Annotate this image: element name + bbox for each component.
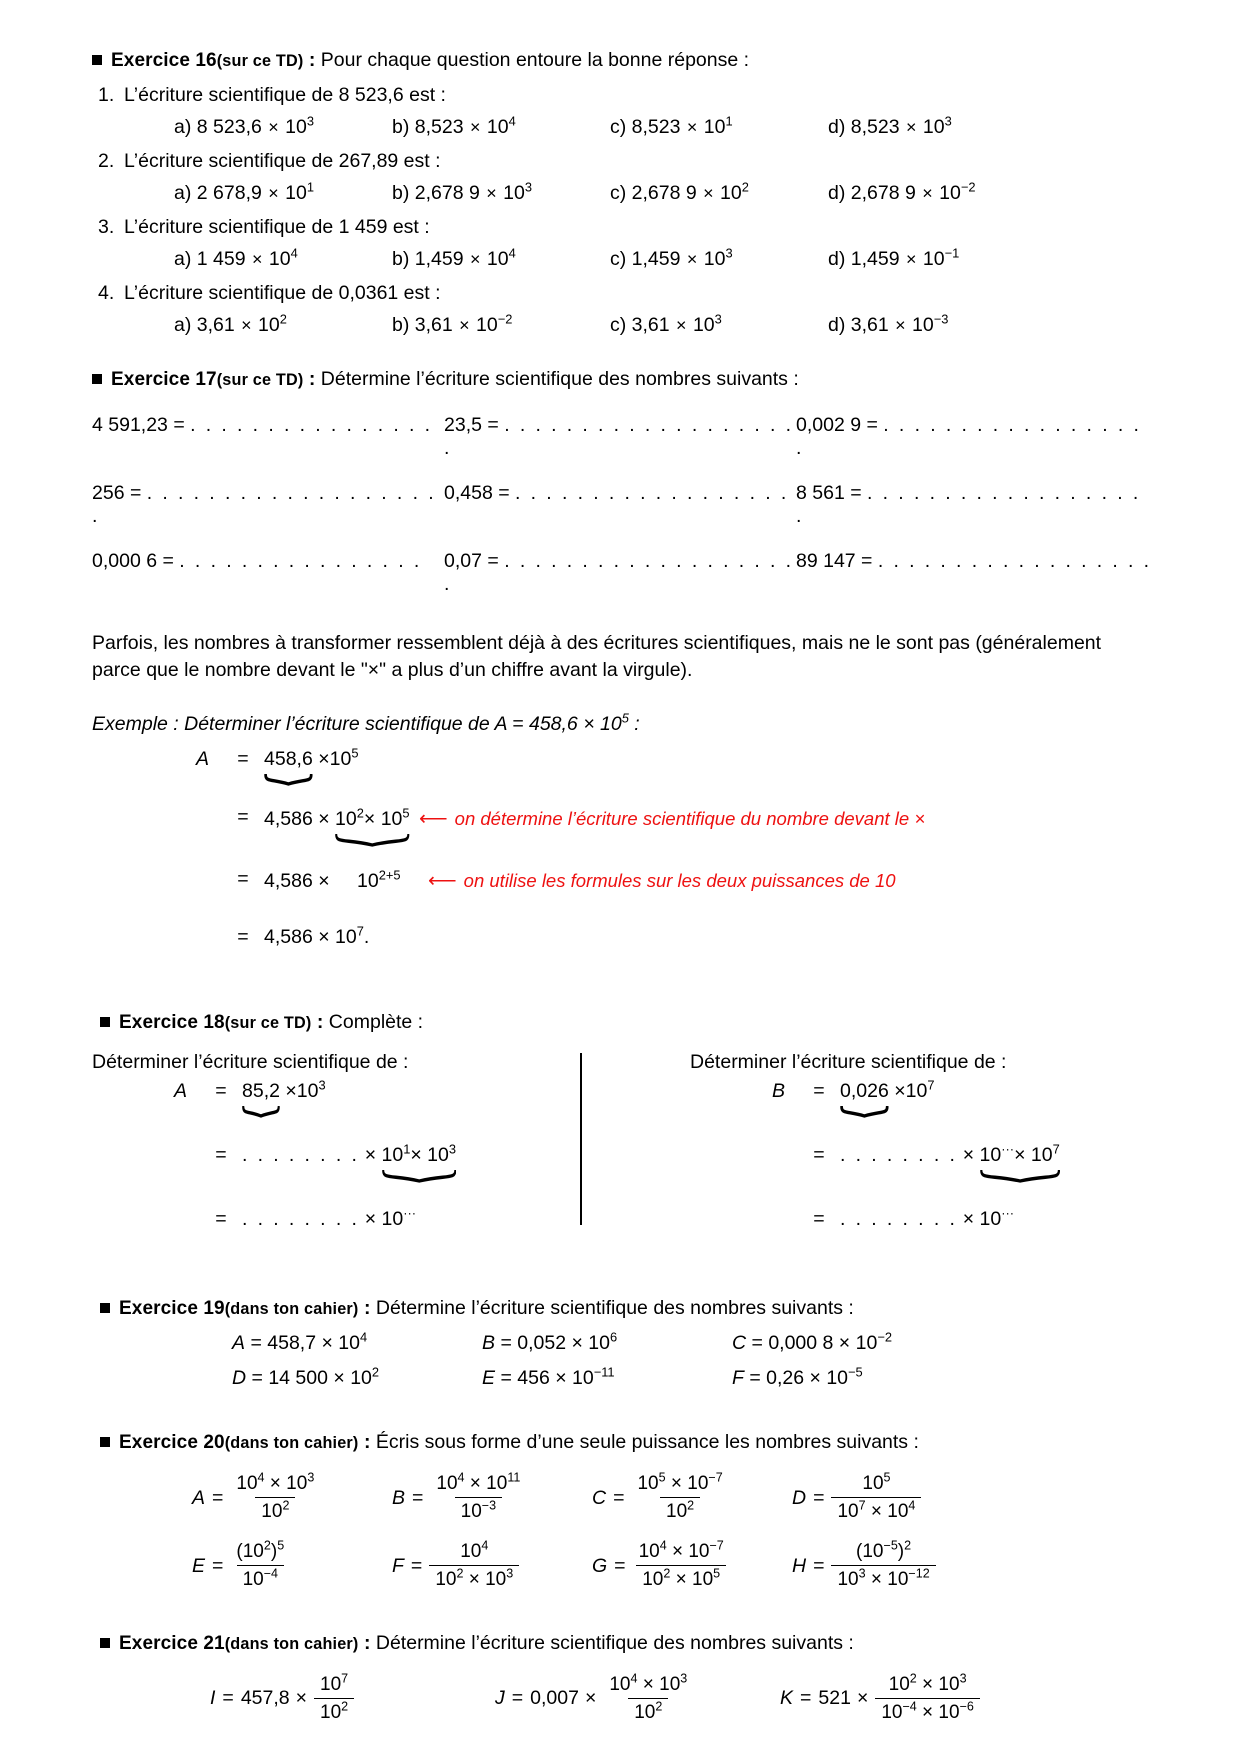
power-mid: × 10 — [410, 1143, 449, 1166]
fraction — [631, 1470, 728, 1523]
denominator: $10^3 \times 10^{-12}$ — [831, 1565, 935, 1591]
underbrace-icon — [242, 1102, 280, 1115]
braced-group — [264, 748, 313, 771]
question-1-text: L’écriture scientifique de 8 523,6 est : — [124, 83, 446, 106]
annotation-arrow-icon: ⟵ — [428, 869, 457, 892]
exercise-16-heading — [92, 48, 1152, 73]
power-base: 10 — [381, 1143, 404, 1166]
exponent: 5 — [351, 745, 359, 761]
answer-blank[interactable]: . . . . . . . . — [840, 1207, 958, 1230]
square-bullet-icon — [100, 1437, 110, 1447]
fill-item[interactable]: 0,07 = . . . . . . . . . . . . . . . . . . . . — [444, 549, 794, 595]
expression — [840, 1077, 935, 1103]
denominator: $10^2$ — [628, 1698, 668, 1724]
choice-3d[interactable]: d) $1,459 \times 10^{-1}$ — [828, 245, 960, 270]
exercise-17-instruction: Détermine l’écriture scientifique des nombres suivants : — [320, 367, 799, 390]
example-equals: = — [237, 925, 249, 948]
example-equals: = — [237, 747, 249, 770]
question-1-choices — [92, 113, 1152, 139]
exercise-20-scope: (dans ton cahier) — [224, 1434, 359, 1453]
fill-item[interactable]: 8 561 = . . . . . . . . . . . . . . . . . . . — [796, 481, 1141, 527]
times-sign: × — [856, 1687, 869, 1710]
worked-example — [92, 745, 1152, 970]
variable-b: B — [772, 1079, 786, 1102]
exercise-19-row-1 — [92, 1329, 1152, 1355]
choice-2b[interactable]: b) 2,678 $9 \times 10^3$ — [392, 179, 532, 204]
fraction-item-g: G = $\frac{10^4 \times 10^{-7}}{10^2 \times 10^5}$ — [592, 1541, 792, 1591]
exercise-17-separator: : — [303, 367, 321, 390]
times-sign: × — [318, 807, 330, 830]
example-lead — [92, 710, 1152, 736]
left-row-3 — [174, 1205, 632, 1256]
exercise-16-separator: : — [303, 49, 321, 71]
question-2-number: 2. — [98, 149, 115, 172]
paragraph-line-1: Parfois, les nombres à transformer ressemblent déjà à des écritures scientifiques, mais ne le sont pas (généralement — [92, 631, 1102, 654]
annotation-arrow-icon: ⟵ — [418, 807, 448, 830]
question-4-prompt — [92, 282, 1152, 305]
exercise-17-row-1 — [92, 414, 1152, 460]
left-row-2 — [174, 1141, 632, 1192]
times-sign: × — [364, 1143, 377, 1166]
times-ten: ×10 — [285, 1079, 319, 1102]
expression — [242, 1077, 326, 1103]
power-base: 10 — [335, 925, 357, 948]
fill-item[interactable]: 89 147 = . . . . . . . . . . . . . . . . . . — [796, 549, 1152, 572]
power-exponent: 7 — [356, 923, 364, 939]
choice-2a[interactable]: a) 2 $678,9 \times 10^1$ — [174, 179, 314, 204]
exercise-20-separator: : — [358, 1431, 376, 1454]
choice-1b[interactable]: b) $8,523 \times 10^4$ — [392, 113, 516, 138]
times-sign: × — [295, 1687, 308, 1710]
question-1-prompt — [92, 84, 1152, 107]
fraction — [430, 1470, 526, 1523]
item-b: $B = 0,052 \times 10^6$ — [482, 1329, 618, 1355]
right-row-3 — [772, 1205, 1230, 1256]
denominator: $10^2$ — [255, 1497, 295, 1523]
example-expression — [264, 868, 896, 893]
choice-1d[interactable]: d) $8,523 \times 10^3$ — [828, 113, 952, 138]
expression — [242, 1205, 417, 1231]
times-ten: ×10 — [318, 747, 352, 770]
exercise-16-instruction: Pour chaque question entoure la bonne réponse : — [320, 49, 750, 71]
square-bullet-icon — [92, 374, 102, 384]
exercise-16-scope: (sur ce TD) — [216, 52, 304, 70]
choice-3a[interactable]: a) 1 $459 \times 10^4$ — [174, 245, 298, 270]
exercise-20-instruction: Écris sous forme d’une seule puissance les nombres suivants : — [375, 1431, 919, 1454]
exercise-17-title: Exercice 17 — [111, 368, 217, 390]
mantissa: 4,586 — [264, 869, 313, 892]
exercise-19-instruction: Détermine l’écriture scientifique des nombres suivants : — [375, 1296, 854, 1319]
exercise-18-left-column — [92, 1051, 632, 1256]
denominator: $10^2 \times 10^3$ — [429, 1565, 519, 1591]
power-base: 10 — [357, 869, 379, 892]
fraction-item-c: C = $\frac{10^5 \times 10^{-7}}{10^2}$ — [592, 1473, 792, 1523]
fill-item[interactable]: 0,458 = . . . . . . . . . . . . . . . . . . — [444, 481, 789, 504]
choice-1a[interactable]: a) 8 $523,6 \times 10^3$ — [174, 113, 314, 138]
exercise-19-separator: : — [358, 1296, 376, 1319]
example-lead-variable: A — [494, 712, 507, 735]
coefficient: 0,007 — [530, 1687, 579, 1710]
square-bullet-icon — [100, 1303, 110, 1313]
answer-blank[interactable]: . . . . . . . . — [242, 1207, 360, 1230]
fraction-item-f: F = $\frac{10^4}{10^2 \times 10^3}$ — [392, 1541, 592, 1591]
coefficient: 457,8 — [240, 1687, 290, 1710]
fraction-item-e: E = $\frac{(10^2)^5}{10^{-4}}$ — [192, 1541, 392, 1591]
braced-group — [242, 1080, 280, 1103]
right-row-1 — [772, 1077, 1230, 1128]
example-row-1 — [196, 745, 1152, 792]
example-expression — [264, 806, 925, 831]
square-bullet-icon — [100, 1017, 110, 1027]
fill-item[interactable]: 23,5 = . . . . . . . . . . . . . . . . . . . . — [444, 413, 794, 459]
fill-item[interactable]: 0,002 9 = . . . . . . . . . . . . . . . . . . — [796, 413, 1142, 459]
exercise-18-title: Exercice 18 — [119, 1011, 225, 1033]
equals: = — [215, 1143, 227, 1166]
power-mid: × 10 — [1014, 1143, 1053, 1166]
denominator: $10^2$ — [314, 1698, 354, 1724]
example-equals: = — [237, 805, 249, 828]
answer-blank[interactable]: . . . . . . . . — [840, 1143, 958, 1166]
question-4-choices — [92, 311, 1152, 337]
numerator: $10^4 \times 10^{11}$ — [436, 1470, 521, 1495]
braced-value: 85,2 — [242, 1079, 280, 1102]
exercise-20-title: Exercice 20 — [119, 1432, 225, 1454]
times-ten: × 10 — [364, 1207, 404, 1230]
question-3-text: L’écriture scientifique de 1 459 est : — [124, 215, 430, 238]
question-4-number: 4. — [98, 281, 115, 304]
equals: = — [813, 1207, 825, 1230]
expression — [840, 1205, 1015, 1231]
example-lead-suffix: : — [628, 712, 640, 735]
fill-item[interactable]: 256 = . . . . . . . . . . . . . . . . . . . . — [92, 481, 437, 527]
exercise-19-scope: (dans ton cahier) — [224, 1299, 359, 1318]
paragraph-line-2: parce que le nombre devant le "×" a plus d’un chiffre avant la virgule). — [92, 659, 693, 682]
exercise-18-scope: (sur ce TD) — [224, 1013, 312, 1032]
numerator: $10^5 \times 10^{-7}$ — [637, 1470, 723, 1495]
mantissa: 4,586 — [264, 807, 313, 830]
denominator: $10^{-4}$ — [237, 1565, 284, 1591]
underbrace-icon — [382, 1167, 457, 1180]
item-d: D = 14 $500 \times 10^2$ — [232, 1364, 380, 1390]
braced-value: 0,026 — [840, 1079, 889, 1102]
power-exponent-2: 3 — [448, 1141, 457, 1157]
example-lead-exponent: 5 — [621, 710, 629, 726]
exercise-21-row — [92, 1671, 1152, 1724]
example-row-3 — [196, 868, 1152, 912]
power-mid: × 10 — [363, 807, 403, 830]
exercise-19-heading — [92, 1296, 1152, 1321]
power-exponent-2: 5 — [402, 805, 410, 821]
numerator: $10^7$ — [320, 1671, 349, 1695]
exercise-18-instruction: Complète : — [328, 1010, 424, 1033]
exercise-21-title: Exercice 21 — [119, 1633, 225, 1655]
times-sign: × — [318, 869, 330, 892]
times-sign: × — [318, 925, 330, 948]
numerator: $10^5$ — [862, 1470, 891, 1495]
example-lead-prefix: Exemple : Déterminer l’écriture scientifique de — [92, 712, 495, 735]
exercise-18-separator: : — [311, 1010, 329, 1033]
question-2-prompt — [92, 150, 1152, 173]
fraction — [230, 1470, 320, 1523]
exponent: 7 — [927, 1077, 935, 1093]
question-2-choices — [92, 179, 1152, 205]
fraction-item-h: H = $\frac{(10^{-5})^2}{10^3 \times 10^{-12}}$ — [792, 1541, 936, 1591]
question-3-number: 3. — [98, 215, 115, 238]
question-1-number: 1. — [98, 83, 115, 106]
fill-item[interactable]: 0,000 6 = . . . . . . . . . . . . . . . . — [92, 549, 422, 572]
fraction-item-a: A = $\frac{10^4 \times 10^3}{10^2}$ — [192, 1473, 392, 1523]
power-exponent: 2 — [356, 805, 364, 821]
fraction — [429, 1538, 519, 1591]
example-equals: = — [237, 867, 249, 890]
braced-value: 458,6 — [264, 747, 313, 770]
braced-group — [381, 1141, 457, 1167]
square-bullet-icon — [92, 55, 102, 65]
braced-group — [335, 805, 410, 831]
fraction — [633, 1538, 730, 1591]
underbrace-icon — [264, 770, 313, 783]
equals: = — [813, 1079, 825, 1102]
numerator: $10^4 \times 10^3$ — [236, 1470, 315, 1495]
exercise-17-row-3 — [92, 550, 1152, 596]
exercise-17-row-2 — [92, 482, 1152, 528]
exercise-17-scope: (sur ce TD) — [216, 370, 304, 389]
fraction-item-i: I = 457,8 × $\frac{10^7}{10^2}$ — [210, 1674, 495, 1724]
exercise-21-separator: : — [358, 1632, 376, 1655]
exercise-18-heading — [92, 1010, 1152, 1035]
underbrace-icon — [840, 1102, 889, 1115]
numerator: $(10^{-5})^2$ — [856, 1538, 912, 1563]
item-f: $F = 0,26 \times 10^{-5}$ — [732, 1364, 863, 1390]
exercise-19-title: Exercice 19 — [119, 1297, 225, 1319]
variable-a: A — [174, 1079, 188, 1102]
square-bullet-icon — [100, 1638, 110, 1648]
times-ten: ×10 — [894, 1079, 928, 1102]
exercise-20-heading — [92, 1430, 1152, 1455]
fraction — [603, 1671, 693, 1724]
power-exponent: 1 — [403, 1141, 411, 1157]
example-variable: A — [196, 747, 210, 770]
times-sign: × — [584, 1687, 597, 1710]
choice-3c[interactable]: c) $1,459 \times 10^3$ — [610, 245, 733, 270]
fraction — [831, 1470, 921, 1523]
denominator: $10^{-3}$ — [455, 1497, 502, 1523]
numerator: $10^2 \times 10^3$ — [888, 1671, 967, 1695]
right-calculation — [690, 1077, 1230, 1256]
answer-blank[interactable]: . . . . . . . . — [242, 1143, 360, 1166]
exercise-20-row-1 — [92, 1470, 1152, 1523]
denominator: $10^{-4} \times 10^{-6}$ — [875, 1698, 980, 1724]
fraction-item-d: D = $\frac{10^5}{10^7 \times 10^4}$ — [792, 1473, 921, 1523]
item-a: $A = 458,7 \times 10^4$ — [232, 1329, 368, 1355]
fraction — [230, 1538, 290, 1591]
right-column-heading: Déterminer l’écriture scientifique de : — [690, 1050, 1007, 1073]
choice-3b[interactable]: b) $1,459 \times 10^4$ — [392, 245, 516, 270]
times-ten: × 10 — [962, 1207, 1002, 1230]
exponent-blank[interactable]: ··· — [1001, 1205, 1015, 1221]
fraction — [831, 1538, 935, 1591]
numerator: $10^4$ — [460, 1538, 489, 1563]
fill-item[interactable]: 4 591,23 = . . . . . . . . . . . . . . . . — [92, 413, 433, 436]
fraction — [314, 1671, 354, 1724]
left-calculation — [92, 1077, 632, 1256]
annotation-note-2: on utilise les formules sur les deux puissances de 10 — [463, 869, 896, 891]
choice-4a[interactable]: a) $3,61 \times 10^2$ — [174, 311, 287, 336]
expression — [242, 1141, 457, 1167]
item-c: C = 0,000 $8 \times 10^{-2}$ — [732, 1329, 892, 1355]
choice-4b[interactable]: b) $3,61 \times 10^{-2}$ — [392, 311, 513, 336]
exercise-21-scope: (dans ton cahier) — [224, 1635, 359, 1654]
exercise-19-row-2 — [92, 1364, 1152, 1390]
exponent: 3 — [318, 1077, 326, 1093]
period: . — [363, 925, 370, 948]
exercise-21-heading — [92, 1631, 1152, 1656]
numerator: $(10^2)^5$ — [236, 1538, 285, 1563]
equals: = — [813, 1143, 825, 1166]
question-2-text: L’écriture scientifique de 267,89 est : — [124, 149, 441, 172]
denominator: $10^7 \times 10^4$ — [831, 1497, 921, 1523]
mantissa: 4,586 — [264, 925, 313, 948]
example-lead-equals: = — [506, 712, 529, 735]
annotation-note-1: on détermine l’écriture scientifique du nombre devant le × — [454, 807, 926, 829]
denominator: $10^2$ — [660, 1497, 700, 1523]
explanation-paragraph — [92, 630, 1150, 685]
exercise-18-right-column — [632, 1051, 1230, 1256]
power-exponent-2: 7 — [1052, 1141, 1060, 1157]
left-row-1 — [174, 1077, 632, 1128]
right-row-2 — [772, 1141, 1230, 1192]
exercise-18-columns — [92, 1051, 1152, 1256]
exercise-20-row-2 — [92, 1538, 1152, 1591]
exercise-17-heading — [92, 367, 1152, 392]
coefficient: 521 — [818, 1687, 851, 1710]
question-4-text: L’écriture scientifique de 0,0361 est : — [124, 281, 441, 304]
choice-4d[interactable]: d) $3,61 \times 10^{-3}$ — [828, 311, 949, 336]
equals: = — [215, 1207, 227, 1230]
choice-4c[interactable]: c) $3,61 \times 10^3$ — [610, 311, 722, 336]
fraction-item-b: B = $\frac{10^4 \times 10^{11}}{10^{-3}}$ — [392, 1473, 592, 1523]
example-expression — [264, 745, 359, 771]
column-divider — [580, 1053, 582, 1225]
braced-group — [840, 1080, 889, 1103]
fraction-item-j: J = 0,007 × $\frac{10^4 \times 10^3}{10^2}$ — [495, 1674, 780, 1724]
power-base: 10 — [335, 807, 357, 830]
exercise-16-title: Exercice 16 — [111, 50, 217, 71]
exercise-21-instruction: Détermine l’écriture scientifique des nombres suivants : — [375, 1632, 854, 1655]
page-content — [92, 48, 1152, 1724]
example-lead-mantissa: 458,6 × 10 — [528, 712, 622, 735]
example-row-4 — [196, 923, 1152, 970]
choice-2c[interactable]: c) 2,678 $9 \times 10^2$ — [610, 179, 749, 204]
example-expression — [264, 923, 370, 949]
equals: = — [215, 1079, 227, 1102]
choice-1c[interactable]: c) $8,523 \times 10^1$ — [610, 113, 733, 138]
braced-group — [979, 1141, 1060, 1167]
question-3-choices — [92, 245, 1152, 271]
item-e: $E = 456 \times 10^{-11}$ — [482, 1364, 615, 1390]
choice-2d[interactable]: d) 2,678 $9 \times 10^{-2}$ — [828, 179, 976, 204]
example-row-2 — [196, 806, 1152, 850]
numerator: $10^4 \times 10^{-7}$ — [638, 1538, 724, 1563]
denominator: $10^2 \times 10^5$ — [636, 1565, 726, 1591]
left-column-heading: Déterminer l’écriture scientifique de : — [92, 1050, 409, 1073]
question-3-prompt — [92, 216, 1152, 239]
underbrace-icon — [980, 1167, 1060, 1180]
underbrace-icon — [335, 831, 410, 844]
numerator: $10^4 \times 10^3$ — [609, 1671, 688, 1695]
expression — [840, 1141, 1060, 1167]
times-sign: × — [962, 1143, 975, 1166]
power-exponent: 2+5 — [378, 867, 401, 883]
power-base: 10 — [979, 1143, 1002, 1166]
fraction-item-k: K = 521 × $\frac{10^2 \times 10^3}{10^{-4} \times 10^{-6}}$ — [780, 1674, 980, 1724]
power-exponent-blank[interactable]: ··· — [1001, 1141, 1015, 1157]
exponent-blank[interactable]: ··· — [403, 1205, 417, 1221]
